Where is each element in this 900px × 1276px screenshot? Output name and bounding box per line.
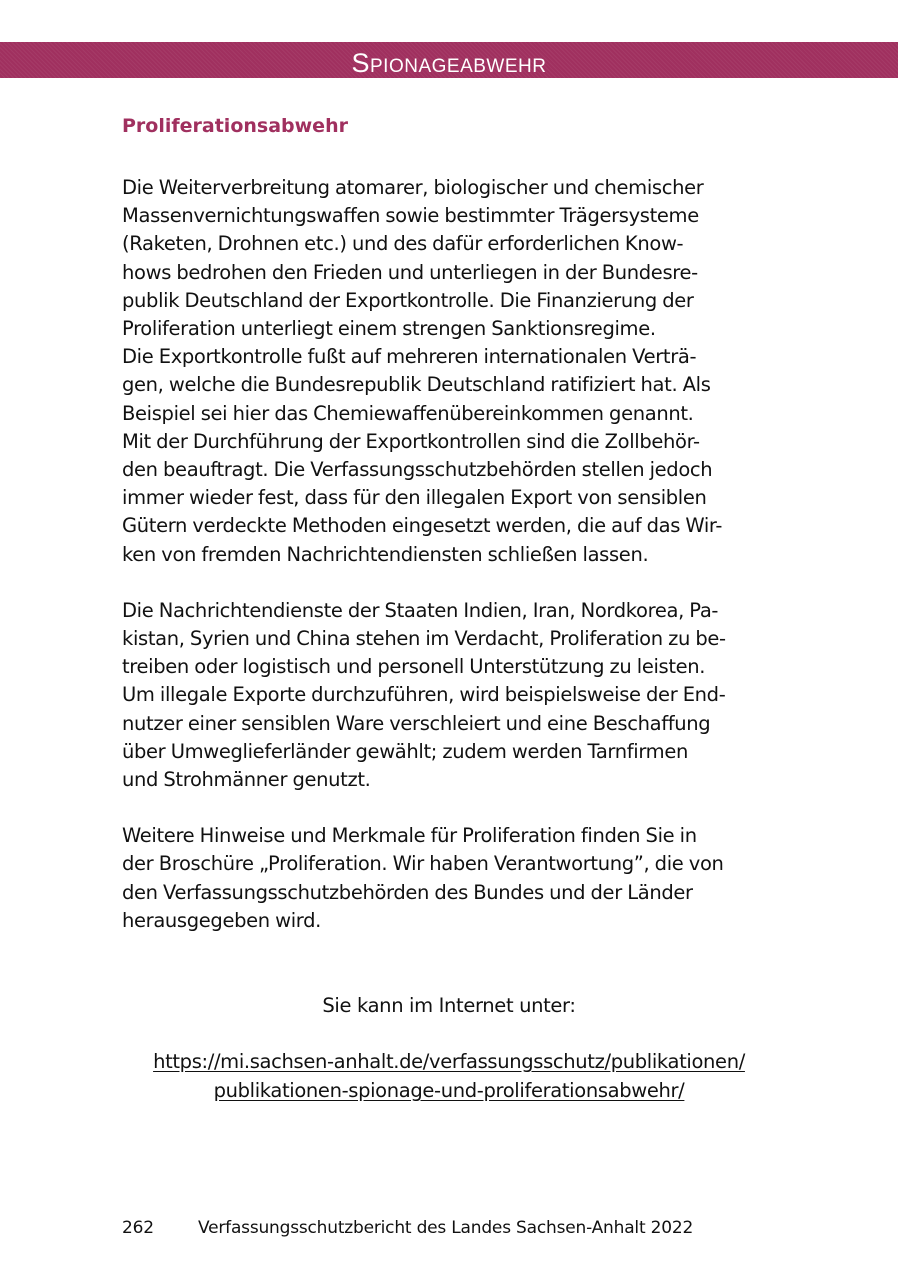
paragraph-export-control: [122, 174, 782, 569]
internet-note: Sie kann im Internet unter:: [322, 994, 576, 1017]
paragraph-line: und Strohmänner genutzt.: [122, 768, 371, 792]
paragraph-line: publik Deutschland der Exportkontrolle. Die Finanzierung der: [122, 288, 694, 312]
page-footer: [122, 1216, 693, 1240]
paragraph-line: Gütern verdeckte Methoden eingesetzt werden, die auf das Wir-: [122, 514, 723, 538]
paragraph-line: immer wieder fest, dass für den illegalen Export von sensiblen: [122, 486, 707, 510]
paragraph-further-information: [122, 822, 782, 935]
link-line: [0, 1047, 898, 1076]
link-text-part-2[interactable]: publikationen-spionage-und-proliferationsabwehr/: [213, 1079, 685, 1102]
link-text-part-1[interactable]: https://mi.sachsen-anhalt.de/verfassungsschutz/publikationen/: [153, 1050, 745, 1073]
paragraph-line: der Broschüre „Proliferation. Wir haben Verantwortung”, die von: [122, 852, 724, 876]
paragraph-line: gen, welche die Bundesrepublik Deutschland ratifiziert hat. Als: [122, 373, 711, 397]
paragraph-line: den beauftragt. Die Verfassungsschutzbehörden stellen jedoch: [122, 458, 713, 482]
paragraph-line: kistan, Syrien und China stehen im Verdacht, Proliferation zu be-: [122, 627, 726, 651]
chapter-header-band: [0, 42, 898, 78]
paragraph-line: ken von fremden Nachrichtendiensten schließen lassen.: [122, 542, 649, 566]
link-line: [0, 1076, 898, 1105]
paragraph-line: Mit der Durchführung der Exportkontrollen sind die Zollbehör-: [122, 429, 700, 453]
paragraph-line: (Raketen, Drohnen etc.) und des dafür erforderlichen Know-: [122, 232, 684, 256]
brochure-link[interactable]: [0, 1047, 898, 1105]
paragraph-line: Die Weiterverbreitung atomarer, biologischer und chemischer: [122, 176, 704, 199]
paragraph-line: den Verfassungsschutzbehörden des Bundes und der Länder: [122, 880, 693, 904]
section-heading: Proliferationsabwehr: [122, 115, 348, 137]
paragraph-line: Um illegale Exporte durchzuführen, wird beispielsweise der End-: [122, 683, 726, 707]
paragraph-line: Beispiel sei hier das Chemiewaffenübereinkommen genannt.: [122, 401, 694, 425]
paragraph-line: hows bedrohen den Frieden und unterliegen in der Bundesre-: [122, 260, 698, 284]
publication-title: Verfassungsschutzbericht des Landes Sachsen-Anhalt 2022: [198, 1218, 694, 1238]
paragraph-line: herausgegeben wird.: [122, 908, 321, 932]
page-content: [122, 112, 782, 935]
paragraph-line: Die Exportkontrolle fußt auf mehreren internationalen Verträ-: [122, 345, 697, 369]
paragraph-intelligence-services: [122, 597, 782, 794]
paragraph-line: Massenvernichtungswaffen sowie bestimmter Trägersysteme: [122, 204, 699, 228]
paragraph-line: über Umweglieferländer gewählt; zudem werden Tarnfirmen: [122, 739, 688, 763]
paragraph-line: treiben oder logistisch und personell Unterstützung zu leisten.: [122, 655, 706, 679]
page-number: 262: [122, 1218, 154, 1238]
chapter-title: Spionageabwehr: [351, 48, 547, 78]
paragraph-line: nutzer einer sensiblen Ware verschleiert und eine Beschaffung: [122, 711, 711, 735]
paragraph-line: Proliferation unterliegt einem strengen Sanktionsregime.: [122, 317, 656, 341]
paragraph-line: Die Nachrichtendienste der Staaten Indien, Iran, Nordkorea, Pa-: [122, 598, 719, 622]
paragraph-line: Weitere Hinweise und Merkmale für Proliferation finden Sie in: [122, 824, 697, 848]
